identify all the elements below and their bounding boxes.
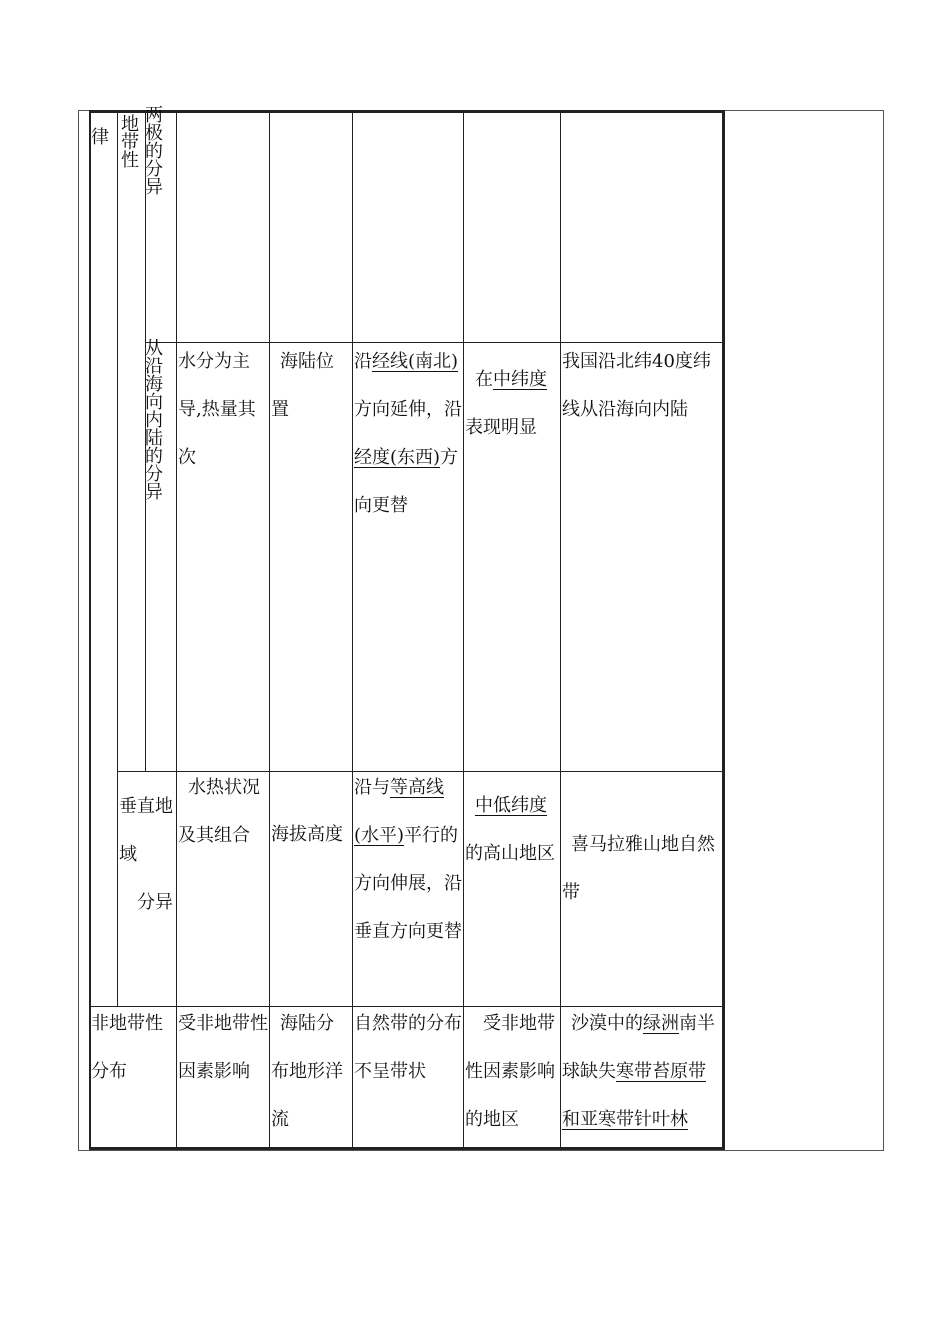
col-line-3 — [176, 110, 177, 1150]
table-border-left — [89, 110, 91, 1150]
text-coast-example: 我国沿北纬40度纬线从沿海向内陆 — [562, 351, 711, 420]
text-azonal-label: 非地带性分布 — [91, 1013, 163, 1082]
text-vertical-region-post: 的高山地区 — [465, 843, 555, 864]
text-coast-pattern-mid: 方向延伸，沿 — [354, 399, 462, 420]
cell-azonal-example — [562, 1000, 721, 1144]
cell-coast-factor — [178, 338, 268, 482]
text-vertical-factor: 水热状况及其组合 — [178, 777, 260, 846]
text-vertical-pattern-post: 平行的方向伸展，沿垂直方向更替 — [354, 825, 462, 942]
text-vertical-basis: 海拔高度 — [271, 824, 343, 845]
text-coast-pattern-u1: 经线(南北) — [372, 351, 459, 372]
cell-azonal-pattern — [354, 1000, 462, 1096]
table-border-right — [722, 110, 725, 1150]
table-border-bottom — [89, 1147, 725, 1150]
cell-vertical-label — [119, 783, 176, 927]
cell-vertical-pattern — [354, 764, 462, 956]
text-law: 律 — [91, 127, 109, 148]
text-azonal-basis: 海陆分布地形洋流 — [271, 1013, 343, 1130]
cell-coast-region — [465, 356, 559, 452]
cell-azonal-label — [91, 1000, 176, 1096]
text-coast-region-u: 中纬度 — [493, 369, 547, 390]
table-border-top — [89, 110, 725, 113]
text-coast-pattern-post: 方向更替 — [354, 447, 459, 516]
cell-coast-example — [562, 338, 721, 434]
outer-frame — [78, 110, 884, 1151]
col-line-1 — [117, 110, 118, 1007]
text-vertical-label-a: 垂直地域 — [119, 796, 173, 865]
cell-azonal-region — [465, 1000, 559, 1144]
cell-polar-label — [142, 105, 176, 195]
text-coast-pattern-u2: 经度(东西) — [354, 447, 441, 468]
text-coast-factor: 水分为主导,热量其次 — [178, 351, 256, 468]
text-azonal-example-u2: 寒带苔原带和亚寒带针叶林 — [562, 1061, 706, 1130]
cell-azonal-basis — [271, 1000, 351, 1144]
cell-vertical-region — [465, 782, 559, 878]
text-vertical-label-b: 分异 — [137, 892, 173, 913]
text-coast-basis: 海陆位置 — [271, 351, 334, 420]
col-line-4 — [269, 110, 270, 1150]
col-line-7 — [560, 110, 561, 1150]
col-line-6 — [463, 110, 464, 1150]
text-zonal: 地带性 — [118, 114, 139, 168]
cell-coast-basis — [271, 338, 351, 434]
text-azonal-example-mid: 南半球缺失 — [562, 1013, 715, 1082]
cell-azonal-factor — [178, 1000, 268, 1096]
text-coast-region-post: 表现明显 — [465, 417, 537, 438]
text-coast: 从沿海向内陆的分异 — [142, 338, 163, 500]
text-azonal-example-u1: 绿洲 — [643, 1013, 679, 1034]
text-azonal-pattern: 自然带的分布不呈带状 — [354, 1013, 462, 1082]
text-coast-pattern-pre: 沿 — [354, 351, 372, 372]
text-vertical-pattern-u: 等高线(水平) — [354, 777, 444, 846]
text-vertical-region-u: 中低纬度 — [475, 795, 547, 816]
text-coast-region-pre: 在 — [475, 369, 493, 390]
cell-vertical-basis — [271, 811, 351, 859]
text-azonal-example-pre: 沙漠中的 — [571, 1013, 643, 1034]
text-vertical-example: 喜马拉雅山地自然带 — [562, 834, 715, 903]
cell-vertical-factor — [178, 764, 268, 860]
text-polar: 两极的分异 — [142, 105, 163, 195]
cell-coast-label — [142, 338, 176, 500]
cell-coast-pattern — [354, 338, 462, 530]
col-line-5 — [352, 110, 353, 1150]
cell-vertical-example — [562, 821, 721, 917]
text-vertical-pattern-pre: 沿与 — [354, 777, 390, 798]
text-azonal-region: 受非地带性因素影响的地区 — [465, 1013, 555, 1130]
text-azonal-factor: 受非地带性因素影响 — [178, 1013, 268, 1082]
